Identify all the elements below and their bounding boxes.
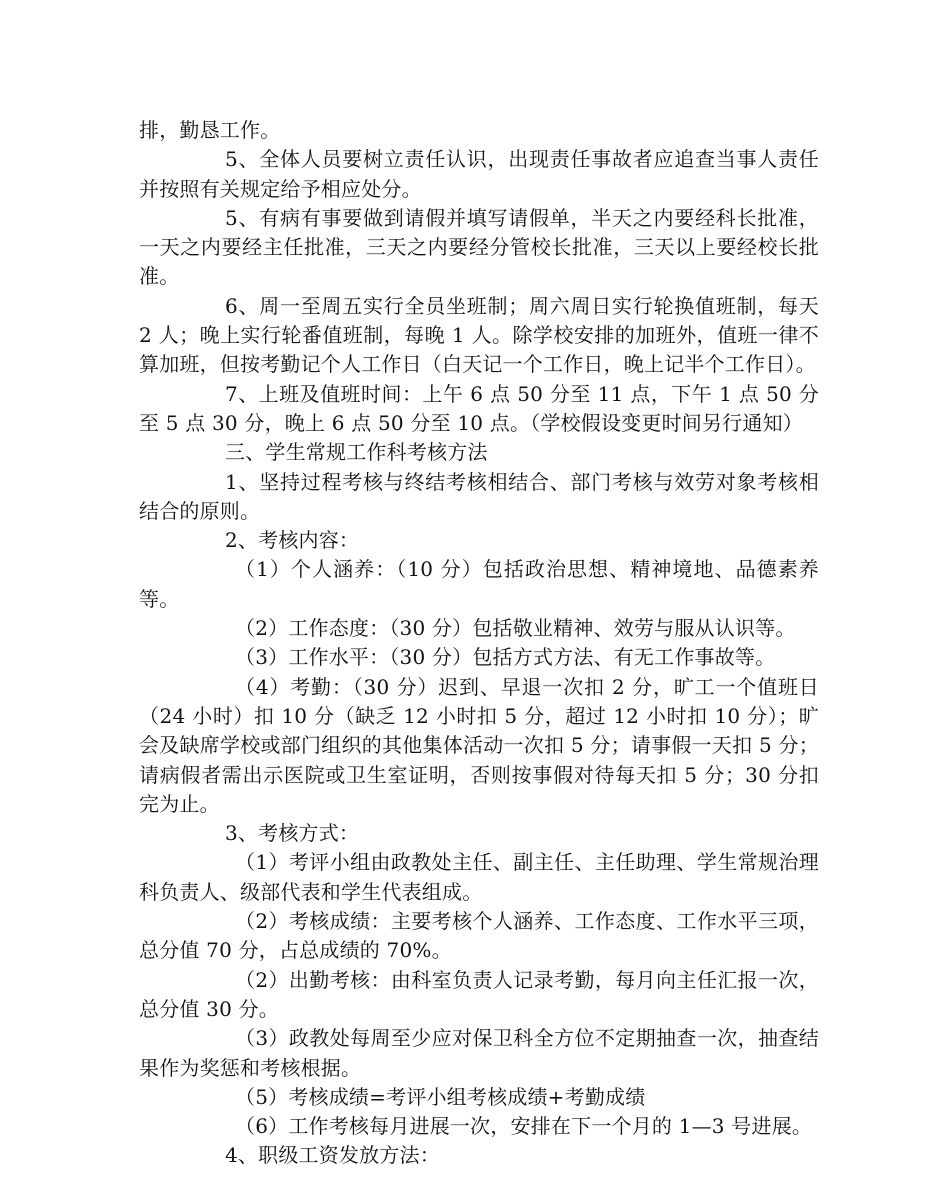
- paragraph-method-heading: 3、考核方式：: [225, 821, 360, 846]
- paragraph-salary-heading: 4、职级工资发放方法：: [225, 1143, 440, 1168]
- paragraph-item-attitude: （2）工作态度：（30 分）包括敬业精神、效劳与服从认识等。: [235, 616, 796, 641]
- paragraph-content-heading: 2、考核内容：: [225, 528, 360, 553]
- paragraph-continuation: 排，勤恳工作。: [139, 118, 281, 142]
- paragraph-item-attendance: （4）考勤：（30 分）迟到、早退一次扣 2 分，旷工一个值班日（24 小时）扣 10 分（缺乏 12 小时扣 5 分，超过 12 小时扣 10 分）；旷会及缺席学校或部门组织的其他集体活动一次扣 5 分；请事假一天扣 5 分；请病假者需出示医院或卫生室证明，否则按事假对待每天扣 5 分；30 分扣完为止。: [139, 674, 819, 816]
- paragraph-item-cultivation: （1）个人涵养：（10 分）包括政治思想、精神境地、品德素养等。: [139, 557, 819, 611]
- paragraph-duty-system: 6、周一至周五实行全员坐班制；周六周日实行轮换值班制，每天 2 人；晚上实行轮番值班制，每晚 1 人。除学校安排的加班外，值班一律不算加班，但按考勤记个人工作日（白天记一个工作日，晚上记半个工作日）。: [139, 293, 819, 377]
- paragraph-responsibility: 5、全体人员要树立责任认识，出现责任事故者应追查当事人责任并按照有关规定给予相应处分。: [139, 147, 819, 201]
- section-heading-assessment: 三、学生常规工作科考核方法: [225, 440, 488, 465]
- document-body: [139, 116, 819, 1171]
- paragraph-item-score: （2）考核成绩：主要考核个人涵养、工作态度、工作水平三项，总分值 70 分，占总成绩的 70%。: [139, 909, 819, 963]
- paragraph-principle: 1、坚持过程考核与终结考核相结合、部门考核与效劳对象考核相结合的原则。: [139, 469, 819, 523]
- paragraph-item-total-score: （5）考核成绩=考评小组考核成绩+考勤成绩: [235, 1084, 646, 1109]
- paragraph-item-attendance-check: （2）出勤考核：由科室负责人记录考勤，每月向主任汇报一次，总分值 30 分。: [139, 967, 819, 1021]
- paragraph-item-spot-check: （3）政教处每周至少应对保卫科全方位不定期抽查一次，抽查结果作为奖惩和考核根据。: [139, 1026, 819, 1080]
- paragraph-item-ability: （3）工作水平：（30 分）包括方式方法、有无工作事故等。: [235, 645, 776, 670]
- paragraph-item-schedule: （6）工作考核每月进展一次，安排在下一个月的 1—3 号进展。: [235, 1114, 813, 1139]
- paragraph-item-committee: （1）考评小组由政教处主任、副主任、主任助理、学生常规治理科负责人、级部代表和学生代表组成。: [139, 850, 819, 904]
- paragraph-leave-request: 5、有病有事要做到请假并填写请假单，半天之内要经科长批准，一天之内要经主任批准，三天之内要经分管校长批准，三天以上要经校长批准。: [139, 205, 819, 289]
- paragraph-work-hours: 7、上班及值班时间：上午 6 点 50 分至 11 点，下午 1 点 50 分至 5 点 30 分，晚上 6 点 50 分至 10 点。（学校假设变更时间另行通知）: [139, 381, 819, 435]
